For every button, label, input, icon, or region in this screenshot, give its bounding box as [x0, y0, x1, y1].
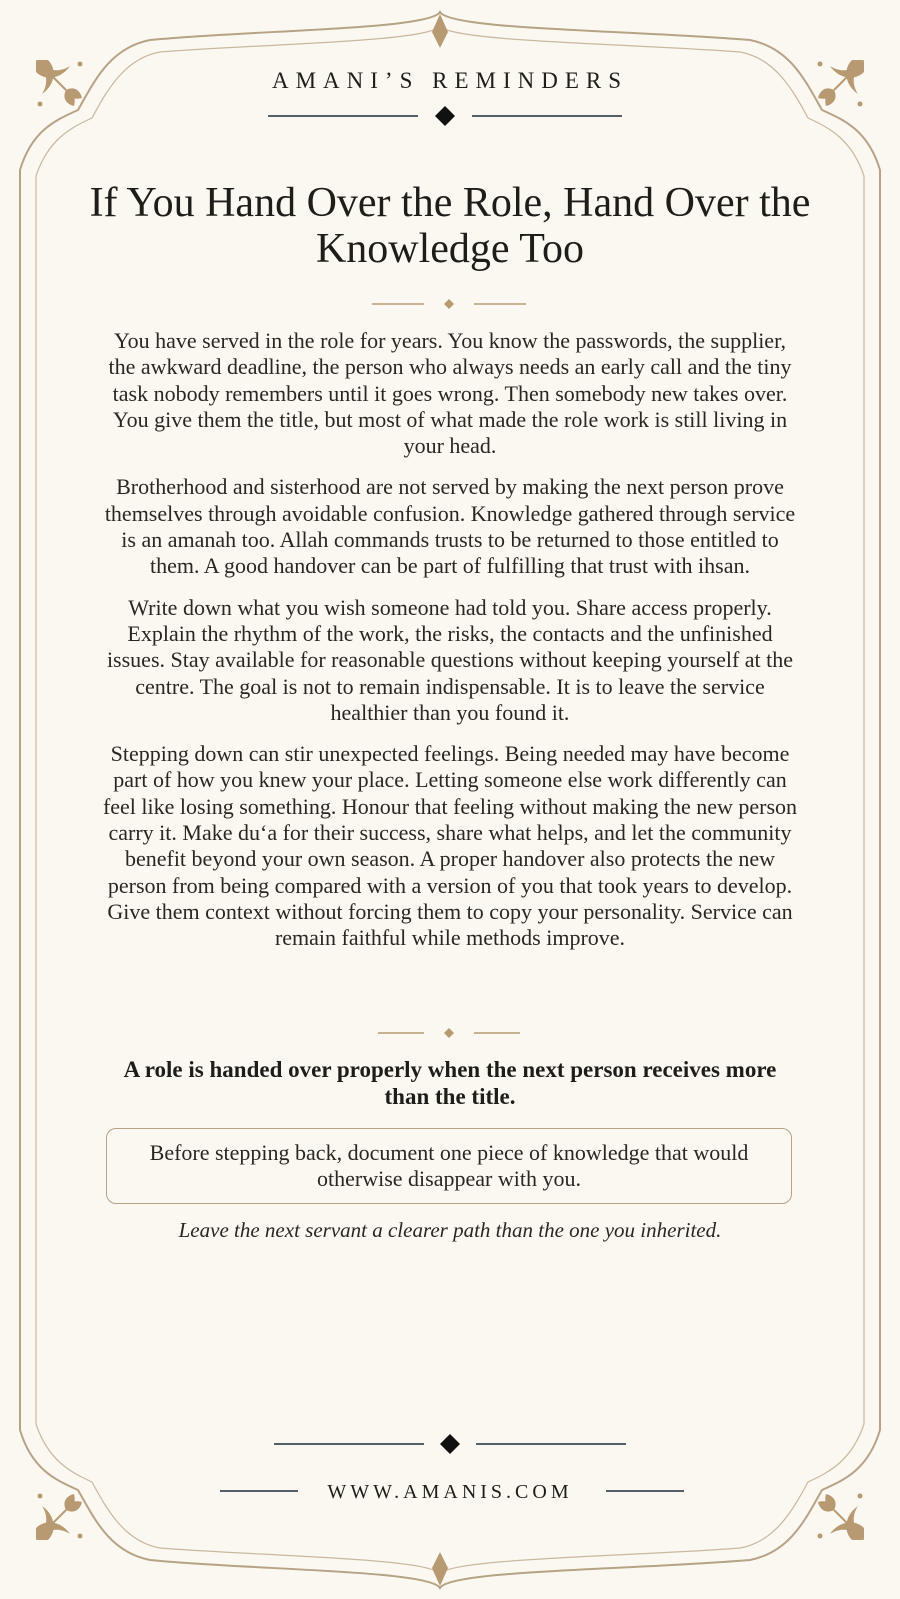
closing-line: Leave the next servant a clearer path than the one you inherited. — [178, 1218, 722, 1242]
paragraph: You have served in the role for years. You know the passwords, the supplier, the awkward deadline, the person who always needs an early call and the tiny task nobody remembers until it goes wrong. Then somebody new takes over. You give them the title, but most of what made the role work is still living in your head. — [108, 328, 792, 459]
diamond-ornament-icon — [444, 1028, 454, 1038]
top-frame-diamond-icon — [432, 14, 448, 48]
body-divider — [378, 1028, 520, 1038]
action-text: Before stepping back, document one piece of knowledge that would otherwise disappear with you. — [149, 1140, 749, 1191]
title-divider — [372, 299, 526, 309]
diamond-ornament-icon — [440, 1434, 460, 1454]
website-link[interactable]: WWW.AMANIS.COM — [327, 1481, 573, 1503]
page-title: If You Hand Over the Role, Hand Over the Knowledge Too — [89, 180, 811, 272]
diamond-ornament-icon — [435, 106, 455, 126]
diamond-ornament-icon — [444, 299, 454, 309]
brand-title: AMANI’S REMINDERS — [271, 68, 629, 93]
header-ornament — [268, 106, 622, 126]
article-body — [100, 328, 800, 967]
paragraph: Stepping down can stir unexpected feelings. Being needed may have become part of how you knew your place. Letting someone else work differently can feel like losing something. Honour that feeling without making the new person carry it. Make du‘a for their success, share what helps, and let the community benefit beyond your own season. A proper handover also protects the new person from being compared with a version of you that took years to develop. Give them context without forcing them to copy your personality. Service can remain faithful while methods improve. — [102, 741, 798, 951]
key-takeaway: A role is handed over properly when the next person receives more than the title. — [123, 1057, 777, 1109]
paragraph: Write down what you wish someone had told you. Share access properly. Explain the rhythm of the work, the risks, the contacts and the unfinished issues. Stay available for reasonable questions without keeping yourself at the centre. The goal is not to remain indispensable. It is to leave the service healthier than you found it. — [106, 594, 794, 725]
paragraph: Brotherhood and sisterhood are not served by making the next person prove themselves through avoidable confusion. Knowledge gathered through service is an amanah too. Allah commands trusts to be returned to those entitled to them. A good handover can be part of fulfilling that trust with ihsan. — [104, 474, 796, 579]
action-box — [106, 1128, 792, 1204]
bottom-frame-diamond-icon — [432, 1552, 448, 1586]
